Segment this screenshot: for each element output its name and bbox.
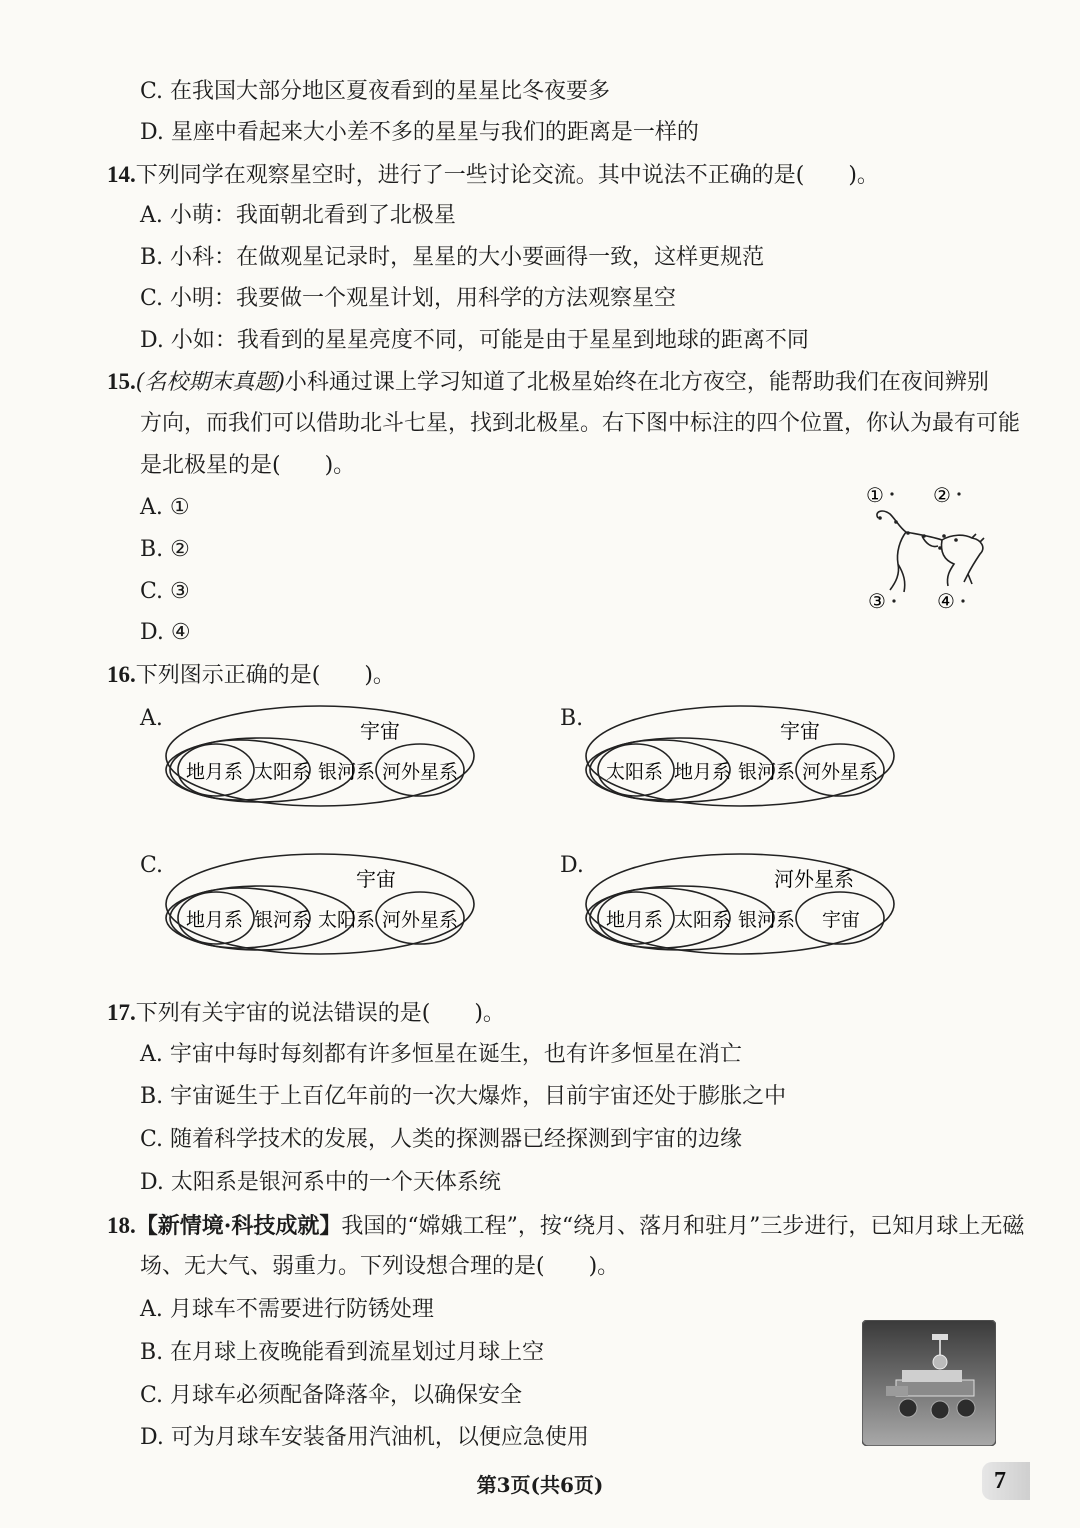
position-2-label: ② <box>933 483 951 507</box>
q16-stem <box>107 660 395 691</box>
position-4-star <box>961 599 964 602</box>
q18-tag: 【新情境·科技成就】 <box>135 1213 342 1239</box>
diagram-b-label-1: 太阳系 <box>606 761 664 783</box>
diagram-b <box>580 700 900 810</box>
diagram-b-label-3: 银河系 <box>738 761 796 783</box>
diagram-d-outer-label: 河外星系 <box>774 867 854 891</box>
diagram-a-outer-ellipse <box>166 706 474 806</box>
q17-option-b: B. 宇宙诞生于上百亿年前的一次大爆炸，目前宇宙还处于膨胀之中 <box>140 1084 787 1109</box>
page-tab: 7 <box>982 1462 1030 1500</box>
q15-option-a: A. ① <box>140 495 190 520</box>
q16-stem-text: 下列图示正确的是( )。 <box>135 663 395 688</box>
q17-number: 17. <box>107 1000 136 1025</box>
q18-option-b: B. 在月球上夜晚能看到流星划过月球上空 <box>140 1340 545 1365</box>
diagram-b-outer-label: 宇宙 <box>780 719 820 743</box>
diagram-b-letter: B. <box>560 706 584 731</box>
diagram-a-label-1: 地月系 <box>186 761 244 783</box>
q16-number: 16. <box>107 662 136 687</box>
q15-option-d: D. ④ <box>140 620 191 645</box>
q13-option-d: D. 星座中看起来大小差不多的星星与我们的距离是一样的 <box>140 120 699 145</box>
bear-outline-icon <box>877 511 984 592</box>
diagram-d <box>580 848 900 958</box>
q15-stem-line2: 方向，而我们可以借助北斗七星，找到北极星。右下图中标注的四个位置，你认为最有可能 <box>140 411 1021 436</box>
diagram-b-label-4: 河外星系 <box>802 761 879 783</box>
position-1-label: ① <box>866 483 884 507</box>
diagram-a-label-4: 河外星系 <box>382 761 459 783</box>
q18-option-d: D. 可为月球车安装备用汽油机，以便应急使用 <box>140 1425 589 1450</box>
q15-stem-line1 <box>107 367 989 398</box>
diagram-c-letter: C. <box>140 853 164 878</box>
q17-stem-text: 下列有关宇宙的说法错误的是( )。 <box>135 1001 505 1026</box>
diagram-a-label-2: 太阳系 <box>254 761 312 783</box>
diagram-c-outer-label: 宇宙 <box>356 867 396 891</box>
diagram-a-letter: A. <box>140 706 163 731</box>
q18-stem-text1: 我国的“嫦娥工程”，按“绕月、落月和驻月”三步进行，已知月球上无磁 <box>341 1214 1025 1239</box>
diagram-d-label-2: 太阳系 <box>674 909 732 931</box>
q15-number: 15. <box>107 369 136 394</box>
diagram-d-label-1: 地月系 <box>606 909 664 931</box>
q14-option-c: C. 小明：我要做一个观星计划，用科学的方法观察星空 <box>140 286 677 311</box>
diagram-c-label-2: 银河系 <box>254 909 312 931</box>
q15-option-b: B. ② <box>140 537 190 562</box>
diagram-d-letter: D. <box>560 853 584 878</box>
q18-option-a: A. 月球车不需要进行防锈处理 <box>140 1297 434 1322</box>
diagram-d-label-4: 宇宙 <box>822 909 861 931</box>
q14-number: 14. <box>107 162 136 187</box>
position-4-label: ④ <box>937 589 955 613</box>
diagram-a-label-3: 银河系 <box>318 761 376 783</box>
diagram-c <box>160 848 480 958</box>
diagram-c-label-4: 河外星系 <box>382 909 459 931</box>
position-1-star <box>890 492 893 495</box>
q17-option-a: A. 宇宙中每时每刻都有许多恒星在诞生，也有许多恒星在消亡 <box>140 1042 742 1067</box>
diagram-a-outer-label: 宇宙 <box>360 719 400 743</box>
q14-option-a: A. 小萌：我面朝北看到了北极星 <box>140 203 456 228</box>
diagram-c-label-3: 太阳系 <box>318 909 376 931</box>
q15-tag: (名校期末真题) <box>135 370 285 395</box>
lunar-rover-photo <box>862 1320 996 1446</box>
q17-option-c: C. 随着科学技术的发展，人类的探测器已经探测到宇宙的边缘 <box>140 1127 743 1152</box>
q15-stem-line3: 是北极星的是( )。 <box>140 453 356 478</box>
page-number-text: 第3页(共6页) <box>476 1473 604 1497</box>
diagram-b-outer-ellipse <box>586 706 894 806</box>
diagram-c-label-1: 地月系 <box>186 909 244 931</box>
diagram-d-label-3: 银河系 <box>738 909 796 931</box>
q13-option-c: C. 在我国大部分地区夏夜看到的星星比冬夜要多 <box>140 79 611 104</box>
diagram-b-label-2: 地月系 <box>674 761 732 783</box>
q17-option-d: D. 太阳系是银河系中的一个天体系统 <box>140 1170 501 1195</box>
q15-stem-text1: 小科通过课上学习知道了北极星始终在北方夜空，能帮助我们在夜间辨别 <box>284 370 989 395</box>
position-2-star <box>957 492 960 495</box>
q14-option-b: B. 小科：在做观星记录时，星星的大小要画得一致，这样更规范 <box>140 245 765 270</box>
q18-option-c: C. 月球车必须配备降落伞，以确保安全 <box>140 1383 523 1408</box>
q14-stem-text: 下列同学在观察星空时，进行了一些讨论交流。其中说法不正确的是( )。 <box>135 163 879 188</box>
diagram-a <box>160 700 480 810</box>
q14-stem <box>107 160 879 191</box>
q18-stem-line1 <box>107 1211 1024 1242</box>
big-dipper-stars <box>878 516 958 550</box>
q15-option-c: C. ③ <box>140 579 190 604</box>
q18-number: 18. <box>107 1213 136 1238</box>
q14-option-d: D. 小如：我看到的星星亮度不同，可能是由于星星到地球的距离不同 <box>140 328 809 353</box>
q17-stem <box>107 998 505 1029</box>
position-3-star <box>892 599 895 602</box>
ursa-major-figure <box>860 478 1000 618</box>
diagram-c-outer-ellipse <box>166 854 474 954</box>
position-3-label: ③ <box>868 589 886 613</box>
q18-stem-line2: 场、无大气、弱重力。下列设想合理的是( )。 <box>140 1254 620 1279</box>
